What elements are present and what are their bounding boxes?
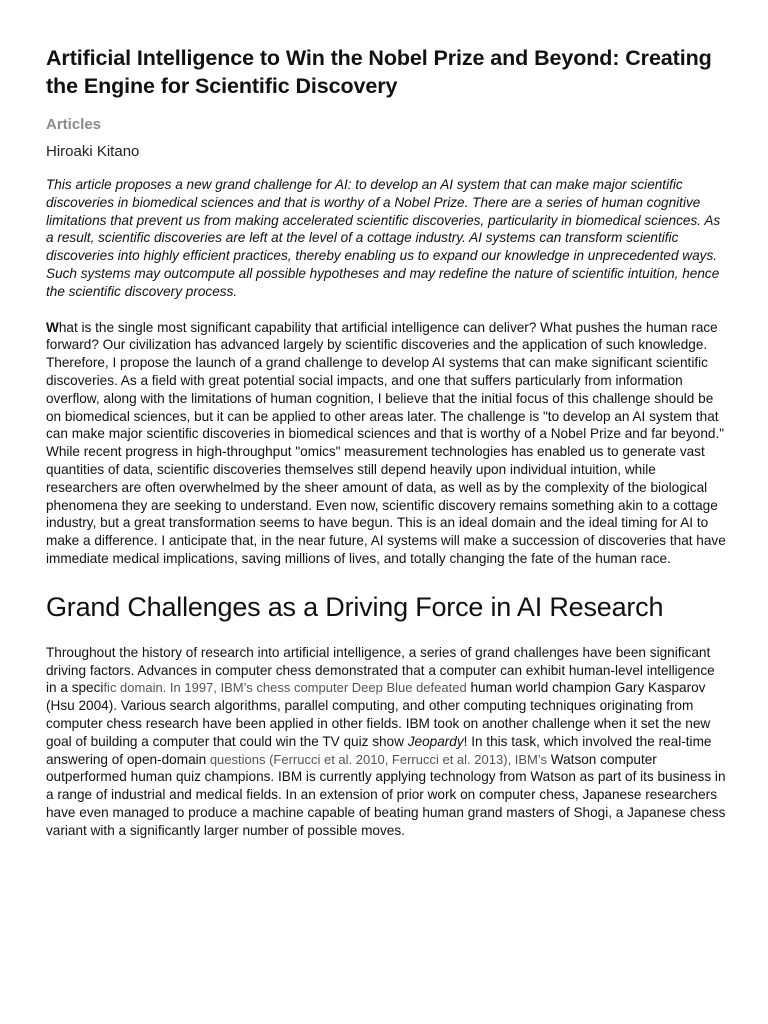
article-title: Artificial Intelligence to Win the Nobel Prize and Beyond: Creating the Engine for Scientific Discovery: [46, 46, 712, 98]
intro-initial-letter: W: [46, 319, 59, 335]
article-author[interactable]: Hiroaki Kitano: [46, 143, 140, 160]
article-category[interactable]: Articles: [46, 116, 102, 133]
section-paragraph-part-3: ! In this task, which involved the real-time answering of open-domain: [46, 733, 712, 767]
section-paragraph-part-4: Watson computer outperformed human quiz champions. IBM is currently applying technology from Watson as part of its business in a range of industrial and medical fields. In an extension of prior work on computer chess, Japanese researchers have even managed to produce a machine capable of beating human grand masters of Shogi, a Japanese chess variant with a significantly larger number of possible moves.: [46, 751, 726, 838]
section-paragraph-part-3-light: questions (Ferrucci et al. 2010, Ferrucci et al. 2013), IBM’s: [206, 751, 548, 767]
section-paragraph-part-1-light: fic domain. In 1997, IBM’s chess computer Deep Blue defeated: [103, 680, 467, 696]
section-paragraph-part-1: Throughout the history of research into artificial intelligence, a series of grand challenges have been significant driving factors. Advances in computer chess demonstrated that a computer can exhibit human-level intelligence in a speci: [46, 644, 715, 696]
section-heading: [46, 590, 726, 624]
show-name: Jeopardy: [407, 733, 464, 749]
section-paragraph-part-2: human world champion Gary Kasparov (Hsu 2004). Various search algorithms, parallel computing, and other computing techniques originating from computer chess research have been applied in other fields. IBM took on another challenge when it set the new goal of building a computer that could win the TV quiz show: [46, 680, 711, 749]
article-page: [46, 44, 726, 840]
section-heading-text: Grand Challenges as a Driving Force in AI Research: [46, 591, 664, 622]
intro-paragraph: [46, 319, 726, 568]
article-abstract: This article proposes a new grand challenge for AI: to develop an AI system that can make major scientific discoveries in biomedical sciences and that is worthy of a Nobel Prize. There are a series of human cognitive limitations that prevent us from making accelerated scientific discoveries, particularity in biomedical sciences. As a result, scientific discoveries are left at the level of a cottage industry. AI systems can transform scientific discoveries into highly efficient practices, thereby enabling us to expand our knowledge in unprecedented ways. Such systems may outcompute all possible hypotheses and may redefine the nature of scientific intuition, hence the scientific discovery process.: [46, 177, 721, 299]
section-paragraph: [46, 644, 726, 840]
intro-paragraph-text: hat is the single most significant capability that artificial intelligence can deliver? What pushes the human race forward? Our civilization has advanced largely by scientific discoveries and the application of such knowledge. Therefore, I propose the launch of a grand challenge to develop AI systems that can make significant scientific discoveries. As a field with great potential social impacts, and one that suffers particularly from information overflow, along with the limitations of human cognition, I believe that the initial focus of this challenge should be on biomedical sciences, but it can be applied to other areas later. The challenge is "to develop an AI system that can make major scientific discoveries in biomedical sciences and that is worthy of a Nobel Prize and far beyond." While recent progress in high-throughput "omics" measurement technologies has enabled us to generate vast quantities of data, scientific discoveries themselves still depend heavily upon individual intuition, while researchers are often overwhelmed by the sheer amount of data, as well as by the complexity of the biological phenomena they are seeking to understand. Even now, scientific discovery remains something akin to a cottage industry, but a great transformation seems to have begun. This is an ideal domain and the ideal timing for AI to make a difference. I anticipate that, in the near future, AI systems will make a succession of discoveries that have immediate medical implications, saving millions of lives, and totally changing the fate of the human race.: [46, 319, 726, 566]
